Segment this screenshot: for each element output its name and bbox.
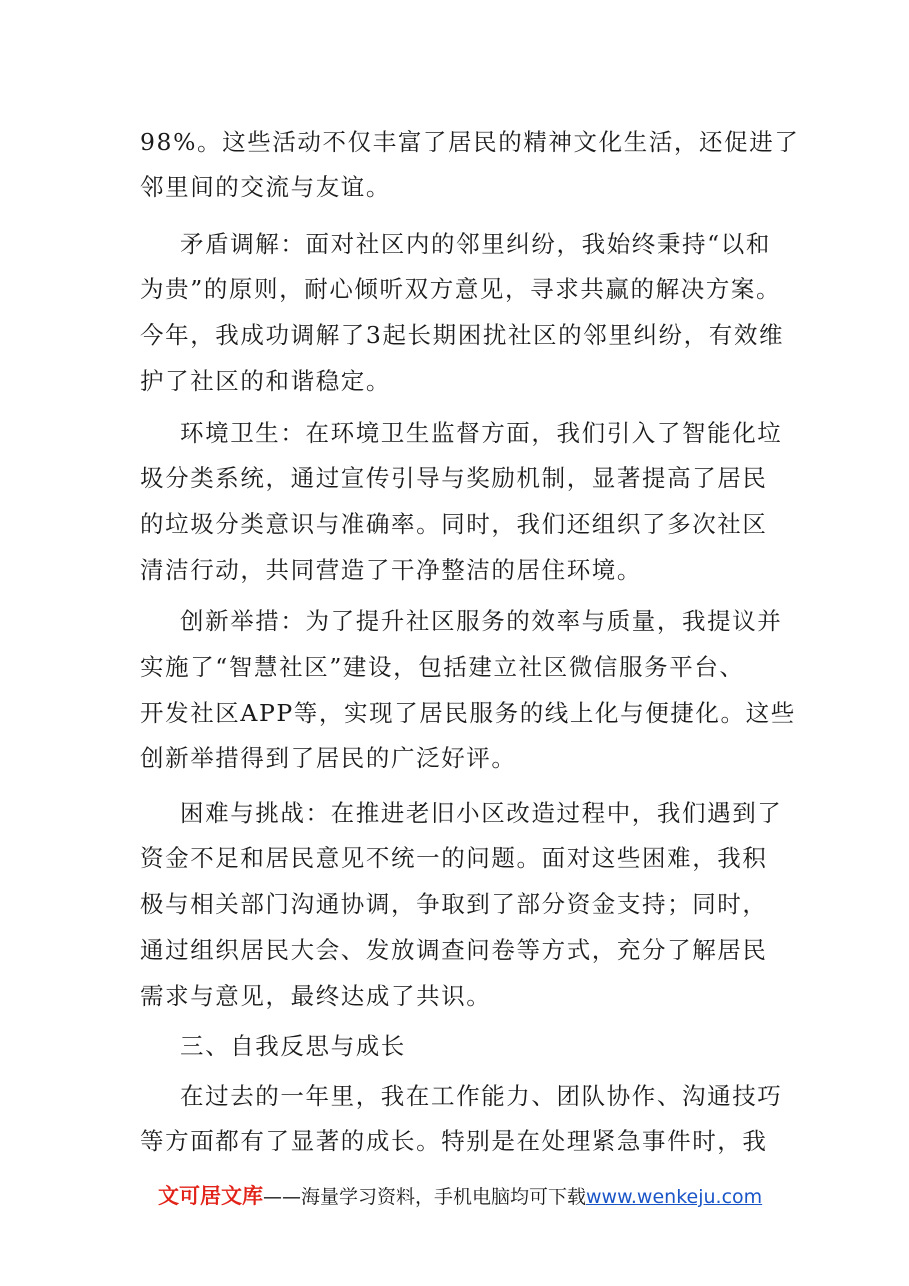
footer-tagline: ——海量学习资料，手机电脑均可下载	[263, 1186, 587, 1208]
paragraph-line: 困难与挑战：在推进老旧小区改造过程中，我们遇到了	[180, 799, 783, 827]
paragraph-line: 98%。这些活动不仅丰富了居民的精神文化生活，还促进了	[140, 128, 800, 156]
paragraph-line: 清洁行动，共同营造了干净整洁的居住环境。	[140, 556, 642, 584]
paragraph-line: 通过组织居民大会、发放调查问卷等方式，充分了解居民	[140, 936, 768, 964]
paragraph-line: 矛盾调解：面对社区内的邻里纠纷，我始终秉持“以和	[180, 230, 771, 258]
paragraph-line: 创新举措：为了提升社区服务的效率与质量，我提议并	[180, 607, 783, 635]
paragraph-line: 资金不足和居民意见不统一的问题。面对这些困难，我积	[140, 844, 768, 872]
paragraph-line: 需求与意见，最终达成了共识。	[140, 982, 492, 1010]
paragraph-line: 开发社区APP等，实现了居民服务的线上化与便捷化。这些	[140, 699, 796, 727]
paragraph-line: 等方面都有了显著的成长。特别是在处理紧急事件时，我	[140, 1127, 768, 1155]
paragraph-line: 邻里间的交流与友谊。	[140, 173, 391, 201]
paragraph-line: 为贵”的原则，耐心倾听双方意见，寻求共赢的解决方案。	[140, 275, 782, 303]
paragraph-line: 的垃圾分类意识与准确率。同时，我们还组织了多次社区	[140, 510, 768, 538]
paragraph-line: 在过去的一年里，我在工作能力、团队协作、沟通技巧	[180, 1082, 783, 1110]
footer-brand: 文可居文库	[158, 1184, 263, 1208]
paragraph-line: 环境卫生：在环境卫生监督方面，我们引入了智能化垃	[180, 419, 783, 447]
section-heading: 三、自我反思与成长	[180, 1032, 406, 1060]
paragraph-line: 极与相关部门沟通协调，争取到了部分资金支持；同时，	[140, 890, 768, 918]
footer-link[interactable]: www.wenkeju.com	[586, 1186, 763, 1208]
paragraph-line: 今年，我成功调解了3起长期困扰社区的邻里纠纷，有效维	[140, 321, 785, 349]
paragraph-line: 圾分类系统，通过宣传引导与奖励机制，显著提高了居民	[140, 464, 768, 492]
paragraph-line: 护了社区的和谐稳定。	[140, 367, 391, 395]
paragraph-line: 创新举措得到了居民的广泛好评。	[140, 744, 517, 772]
paragraph-line: 实施了“智慧社区”建设，包括建立社区微信服务平台、	[140, 653, 745, 681]
footer-banner	[158, 1181, 778, 1212]
